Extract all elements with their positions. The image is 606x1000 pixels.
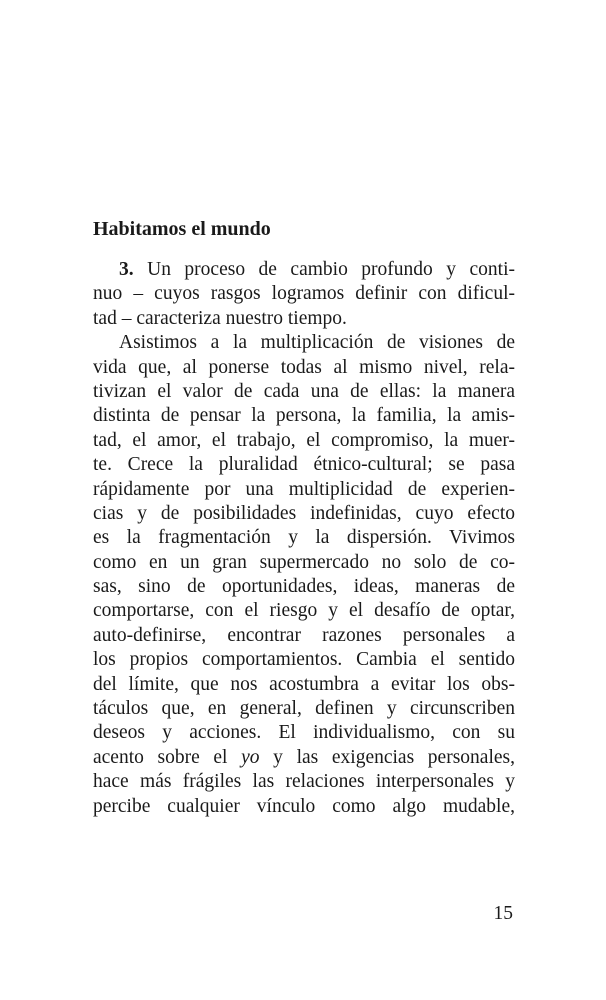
text-line: deseos y acciones. El individualismo, con su bbox=[93, 722, 515, 744]
text-line: Asistimos a la multiplicación de visiones de bbox=[119, 332, 515, 354]
text-line: como en un gran supermercado no solo de co- bbox=[93, 551, 515, 573]
text-line: 3. Un proceso de cambio profundo y conti- bbox=[119, 259, 515, 280]
text-line: táculos que, en general, definen y circunscriben bbox=[93, 698, 515, 720]
text-line: tad – caracteriza nuestro tiempo. bbox=[93, 307, 347, 329]
text-line: tad, el amor, el trabajo, el compromiso, la muer- bbox=[93, 429, 515, 451]
text-line: los propios comportamientos. Cambia el sentido bbox=[93, 649, 515, 671]
text-line: tivizan el valor de cada una de ellas: la manera bbox=[93, 380, 515, 402]
text-line: distinta de pensar la persona, la familia, la amis- bbox=[93, 405, 515, 427]
page-number: 15 bbox=[493, 903, 513, 924]
text-line: cias y de posibilidades indefinidas, cuyo efecto bbox=[93, 502, 515, 524]
text-line: comportarse, con el riesgo y el desafío de optar, bbox=[93, 600, 515, 622]
text-line: es la fragmentación y la dispersión. Vivimos bbox=[93, 527, 515, 549]
text-line: te. Crece la pluralidad étnico-cultural; se pasa bbox=[93, 454, 515, 476]
text-line: auto-definirse, encontrar razones personales a bbox=[93, 624, 515, 646]
section-heading: Habitamos el mundo bbox=[93, 218, 271, 240]
body-text bbox=[93, 258, 515, 819]
text-line: acento sobre el yo y las exigencias personales, bbox=[93, 746, 515, 768]
text-line: rápidamente por una multiplicidad de experien- bbox=[93, 478, 515, 500]
text-line: hace más frágiles las relaciones interpersonales y bbox=[93, 771, 515, 793]
italic-word: yo bbox=[241, 746, 260, 768]
text-line: nuo – cuyos rasgos logramos definir con dificul- bbox=[93, 283, 515, 305]
text-line: sas, sino de oportunidades, ideas, maneras de bbox=[93, 576, 515, 598]
text-line: vida que, al ponerse todas al mismo nivel, rela- bbox=[93, 356, 515, 378]
paragraph-number: 3. bbox=[119, 259, 134, 280]
text-line: del límite, que nos acostumbra a evitar los obs- bbox=[93, 673, 515, 695]
text-line: percibe cualquier vínculo como algo mudable, bbox=[93, 795, 515, 817]
